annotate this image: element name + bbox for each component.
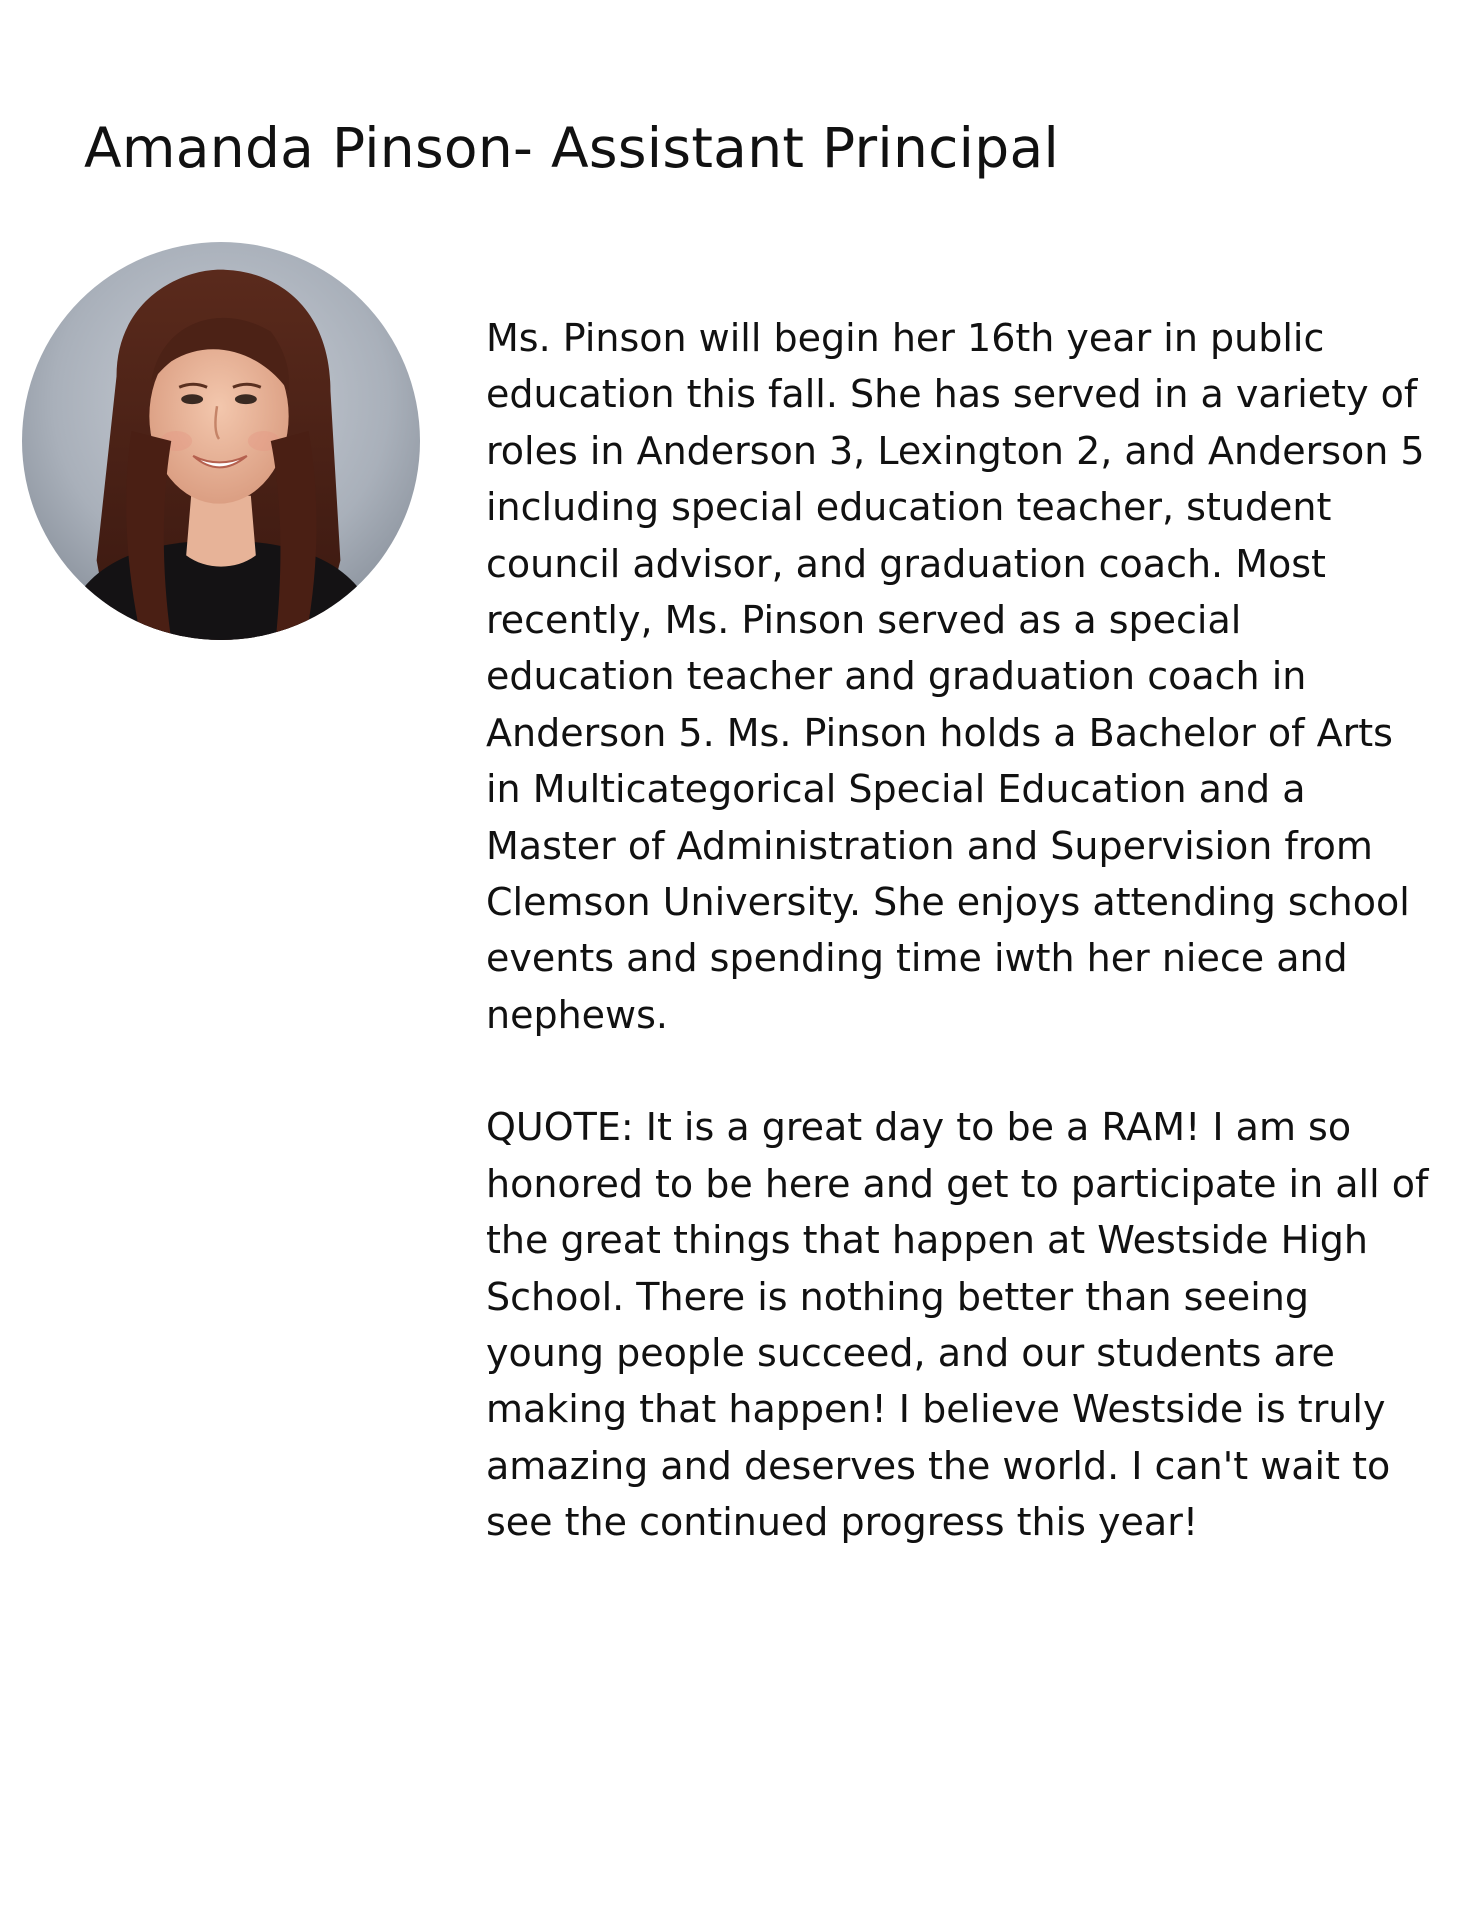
bio-line: nephews. xyxy=(486,992,669,1037)
quote-line: School. There is nothing better than seeing xyxy=(486,1274,1309,1319)
quote-line: see the continued progress this year! xyxy=(486,1500,1199,1545)
bio-line: Anderson 5. Ms. Pinson holds a Bachelor of Arts xyxy=(486,710,1393,755)
bio-line: education teacher and graduation coach in xyxy=(486,654,1307,699)
quote-line: young people succeed, and our students are xyxy=(486,1331,1335,1376)
bio-line: Master of Administration and Supervision from xyxy=(486,823,1373,868)
page-title: Amanda Pinson- Assistant Principal xyxy=(84,116,1060,180)
paragraph-gap xyxy=(486,1043,1456,1099)
quote-line: the great things that happen at Westside High xyxy=(486,1218,1368,1263)
bio-line: recently, Ms. Pinson served as a special xyxy=(486,597,1242,642)
quote-line: honored to be here and get to participate in all of xyxy=(486,1161,1429,1206)
bio-line: events and spending time iwth her niece and xyxy=(486,936,1348,981)
quote-line: amazing and deserves the world. I can't wait to xyxy=(486,1443,1391,1488)
bio-line: including special education teacher, student xyxy=(486,485,1332,530)
bio-line: roles in Anderson 3, Lexington 2, and Anderson 5 xyxy=(486,428,1425,473)
quote-line: QUOTE: It is a great day to be a RAM! I am so xyxy=(486,1105,1352,1150)
bio-line: education this fall. She has served in a variety of xyxy=(486,372,1418,417)
portrait-photo xyxy=(22,242,420,640)
bio-line: Clemson University. She enjoys attending school xyxy=(486,879,1410,924)
quote-line: making that happen! I believe Westside is truly xyxy=(486,1387,1386,1432)
bio-line: council advisor, and graduation coach. Most xyxy=(486,541,1326,586)
bio-line: Ms. Pinson will begin her 16th year in public xyxy=(486,316,1325,360)
bio-text xyxy=(486,310,1456,1551)
bio-line: in Multicategorical Special Education and a xyxy=(486,767,1306,812)
